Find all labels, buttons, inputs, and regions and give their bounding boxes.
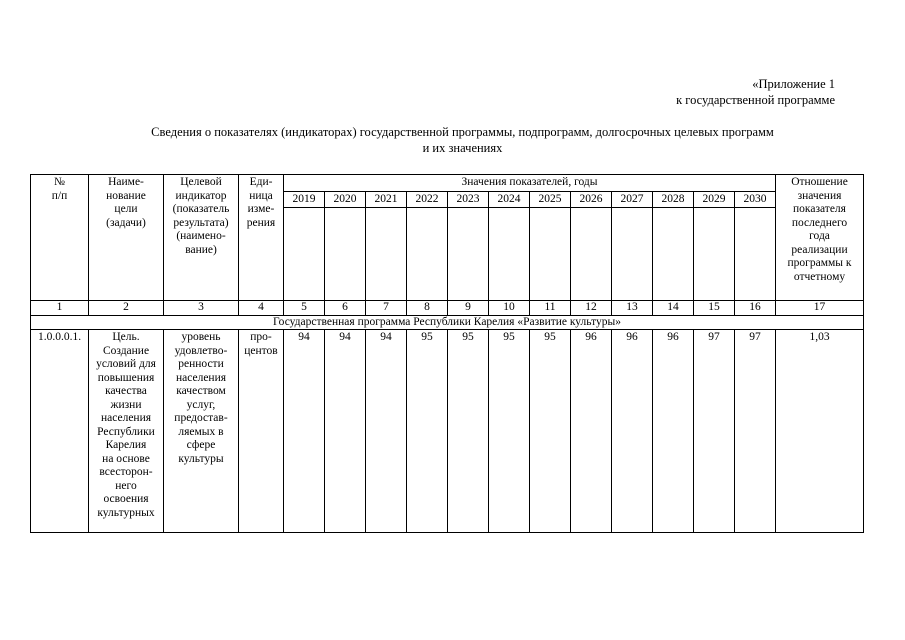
column-number: 15 <box>694 301 735 316</box>
header-year: 2021 <box>366 191 407 208</box>
header-no: № п/п <box>31 175 89 301</box>
column-number: 7 <box>366 301 407 316</box>
value-cell: 94 <box>325 330 366 533</box>
program-title: Государственная программа Республики Карелия «Развитие культуры» <box>31 315 864 330</box>
column-number: 1 <box>31 301 89 316</box>
value-cell: 94 <box>366 330 407 533</box>
document-title-line-1: Сведения о показателях (индикаторах) государственной программы, подпрограмм, долгосрочных целевых программ <box>151 125 774 139</box>
header-year: 2019 <box>284 191 325 208</box>
appendix-note <box>676 76 835 108</box>
table-row <box>31 330 864 533</box>
header-year: 2023 <box>448 191 489 208</box>
column-number: 11 <box>530 301 571 316</box>
header-year: 2027 <box>612 191 653 208</box>
header-year: 2030 <box>735 191 776 208</box>
document-title-line-2: и их значениях <box>422 141 503 155</box>
column-number: 2 <box>89 301 164 316</box>
value-cell: 97 <box>735 330 776 533</box>
header-year: 2025 <box>530 191 571 208</box>
column-number: 3 <box>164 301 239 316</box>
unit-cell: про- центов <box>239 330 284 533</box>
value-cell: 95 <box>530 330 571 533</box>
column-number: 6 <box>325 301 366 316</box>
column-numbers-row <box>31 301 864 316</box>
header-indicator: Целевой индикатор (показатель результата) (наимено- вание) <box>164 175 239 301</box>
goal-name-cell: Цель. Создание условий для повышения качества жизни населения Республики Карелия на основе всесторон- него освоения культурных <box>89 330 164 533</box>
header-year: 2029 <box>694 191 735 208</box>
indicators-table <box>30 174 864 533</box>
column-number: 12 <box>571 301 612 316</box>
header-year: 2026 <box>571 191 612 208</box>
column-number: 9 <box>448 301 489 316</box>
header-year: 2024 <box>489 191 530 208</box>
value-cell: 96 <box>612 330 653 533</box>
document-title <box>40 124 885 156</box>
column-number: 16 <box>735 301 776 316</box>
value-cell: 94 <box>284 330 325 533</box>
column-number: 5 <box>284 301 325 316</box>
column-number: 8 <box>407 301 448 316</box>
column-number: 17 <box>776 301 864 316</box>
header-year: 2022 <box>407 191 448 208</box>
value-cell: 96 <box>653 330 694 533</box>
column-number: 10 <box>489 301 530 316</box>
column-number: 14 <box>653 301 694 316</box>
ratio-cell: 1,03 <box>776 330 864 533</box>
header-values-group: Значения показателей, годы <box>284 175 776 192</box>
row-number: 1.0.0.0.1. <box>31 330 89 533</box>
value-cell: 95 <box>448 330 489 533</box>
header-year: 2020 <box>325 191 366 208</box>
program-title-row <box>31 315 864 330</box>
appendix-line-1: «Приложение 1 <box>752 77 835 91</box>
appendix-line-2: к государственной программе <box>676 93 835 107</box>
header-goal-name: Наиме- нование цели (задачи) <box>89 175 164 301</box>
header-year: 2028 <box>653 191 694 208</box>
indicator-cell: уровень удовлетво- ренности населения качеством услуг, предостав- ляемых в сфере культуры <box>164 330 239 533</box>
column-number: 4 <box>239 301 284 316</box>
header-unit: Еди- ница изме- рения <box>239 175 284 301</box>
value-cell: 95 <box>489 330 530 533</box>
header-ratio: Отношение значения показателя последнего года реализации программы к отчетному <box>776 175 864 301</box>
value-cell: 95 <box>407 330 448 533</box>
header-row-group <box>31 175 864 192</box>
value-cell: 96 <box>571 330 612 533</box>
column-number: 13 <box>612 301 653 316</box>
value-cell: 97 <box>694 330 735 533</box>
